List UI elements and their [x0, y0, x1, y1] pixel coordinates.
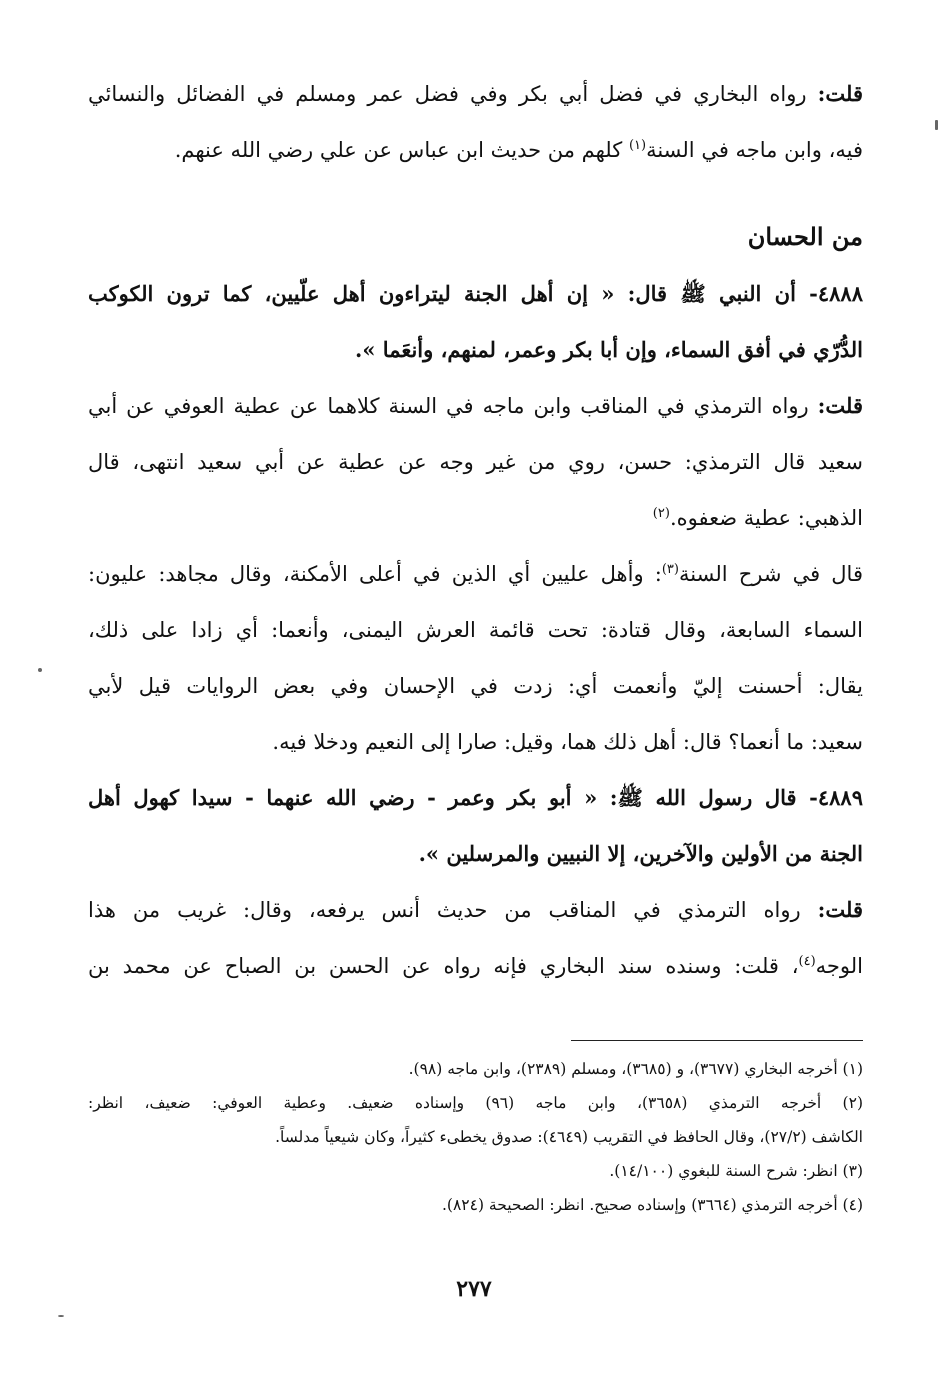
- footnote-ref: (٢): [652, 506, 670, 521]
- text-line: سعيد: ما أنعما؟ قال: أهل ذلك هما، وقيل: صارا إلى النعيم ودخلا فيه.: [272, 730, 863, 754]
- page-number: ٢٧٧: [456, 1276, 492, 1302]
- hadith-4888-line: ٤٨٨٨- أن النبي ﷺ قال: « إن أهل الجنة ليتراءون أهل علّيين، كما ترون الكوكب: [88, 281, 863, 306]
- footnote-ref: (٣): [661, 562, 679, 577]
- text-line: قال في شرح السنة$^{(٣)}$: وأهل عليين أي الذين في أعلى الأمكنة، وقال مجاهد: عليون:: [88, 562, 863, 586]
- text-line: الذهبي: عطية ضعفوه.$^{(٢)}$: [652, 506, 863, 530]
- main-text: [88, 66, 863, 994]
- qult-label: قلت:: [817, 81, 863, 106]
- text-line: الوجه$^{(٤)}$، قلت: وسنده سند البخاري فإنه رواه عن الحسن بن الصباح عن محمد بن: [88, 954, 863, 978]
- footnote-separator: [571, 1040, 863, 1041]
- hadith-4889-line: الجنة من الأولين والآخرين، إلا النبيين والمرسلين ».: [418, 841, 863, 866]
- text-line: سعيد قال الترمذي: حسن، روي من غير وجه عن عطية عن أبي سعيد انتهى، قال: [88, 450, 863, 474]
- hadith-4888-line: الدُّرّي في أفق السماء، وإن أبا بكر وعمر، لمنهم، وأنعَما ».: [355, 337, 863, 362]
- text-line: السماء السابعة، وقال قتادة: تحت قائمة العرش اليمنى، وأنعما: أي زادا على ذلك،: [88, 618, 863, 642]
- text-line: يقال: أحسنت إليّ وأنعمت أي: زدت في الإحسان وفي بعض الروايات قيل لأبي: [88, 674, 863, 698]
- footnote-1: (١) أخرجه البخاري (٣٦٧٧)، و (٣٦٨٥)، ومسلم (٢٣٨٩)، وابن ماجه (٩٨).: [408, 1060, 863, 1078]
- text-line: قلت: رواه الترمذي في المناقب من حديث أنس يرفعه، وقال: غريب من هذا: [88, 897, 863, 922]
- footnote-ref: (١): [628, 138, 647, 153]
- scan-speck: [58, 1315, 64, 1317]
- footnote-2-continued: الكاشف (٢٧/٢)، وقال الحافظ في التقريب (٤٦٤٩): صدوق يخطىء كثيراً، وكان شيعياً مدلساً.: [275, 1128, 863, 1146]
- text-line: قلت: رواه الترمذي في المناقب وابن ماجه في السنة كلاهما عن عطية العوفي عن أبي: [88, 393, 863, 418]
- scan-speck: [38, 668, 42, 672]
- text-line: فيه، وابن ماجه في السنة$^{(١)}$ كلهم من حديث ابن عباس عن علي رضي الله عنهم.: [174, 138, 863, 162]
- footnote-3: (٣) انظر: شرح السنة للبغوي (١٤/١٠٠).: [609, 1162, 863, 1180]
- footnotes: [88, 1052, 863, 1222]
- footnote-ref: (٤): [798, 954, 816, 969]
- qult-label: قلت:: [817, 393, 863, 418]
- scan-speck: [935, 120, 938, 130]
- section-heading: من الحسان: [747, 222, 863, 251]
- footnote-2: (٢) أخرجه الترمذي (٣٦٥٨)، وابن ماجه (٩٦) وإسناده ضعيف. وعطية العوفي: ضعيف، انظر:: [88, 1094, 863, 1112]
- hadith-4889-line: ٤٨٨٩- قال رسول الله ﷺ: « أبو بكر وعمر - رضي الله عنهما - سيدا كهول أهل: [88, 785, 863, 810]
- qult-label: قلت:: [817, 897, 863, 922]
- text-line: قلت: رواه البخاري في فضل أبي بكر وفي فضل عمر ومسلم في الفضائل والنسائي: [88, 81, 863, 106]
- footnote-4: (٤) أخرجه الترمذي (٣٦٦٤) وإسناده صحيح. انظر: الصحيحة (٨٢٤).: [441, 1196, 863, 1214]
